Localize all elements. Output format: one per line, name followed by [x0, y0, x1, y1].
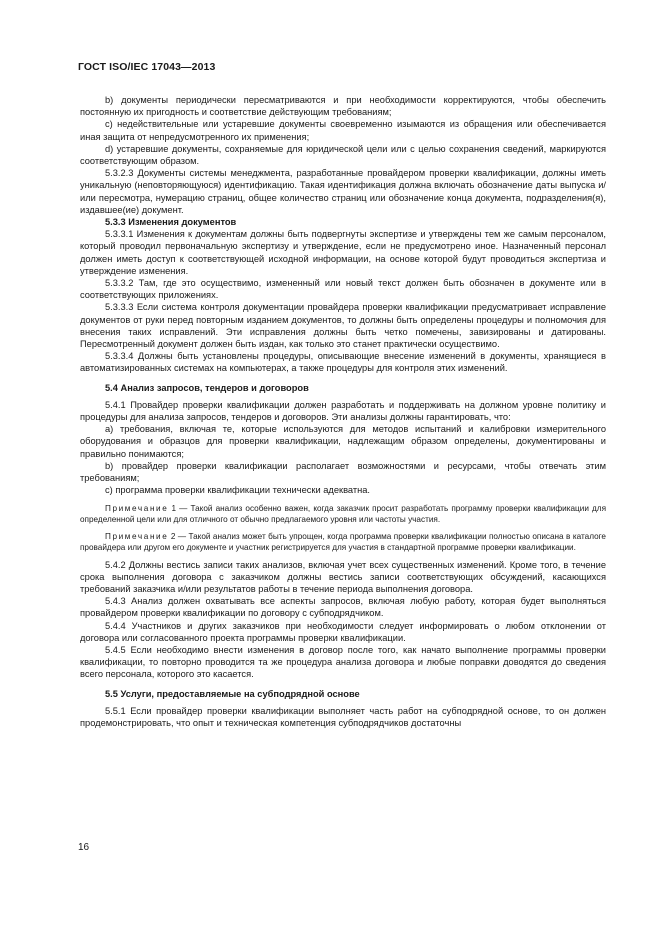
paragraph: 5.5.1 Если провайдер проверки квалификации выполняет часть работ на субподрядной основе, то он должен продемонстрировать, что опыт и техническая компетенция субподрядчиков достаточны — [80, 705, 606, 728]
paragraph: 5.4.3 Анализ должен охватывать все аспекты запросов, включая любую работу, которая будет выполняться провайдером проверки квалификации по договору с субподрядчиком. — [80, 596, 606, 619]
section-heading: 5.4 Анализ запросов, тендеров и договоров — [105, 382, 309, 393]
section-heading: 5.3.3 Изменения документов — [105, 217, 237, 228]
paragraph: d) устаревшие документы, сохраняемые для юридической цели или с целью сохранения сведений, маркируются соответствующим образом. — [80, 143, 606, 167]
note-text: 1 — Такой анализ особенно важен, когда заказчик просит разработать программу проверки квалификации для определенной цели или для отличного от обычно предлагаемого уровня или частоты участия. — [80, 503, 606, 524]
paragraph: a) требования, включая те, которые используются для методов испытаний и калибровки измерительного оборудования и образцов для проверки квалификации, надлежащим образом определены, документированы и правильно понимаются; — [80, 424, 606, 459]
paragraph: b) провайдер проверки квалификации располагает возможностями и ресурсами, чтобы отвечать этим требованиям; — [80, 460, 606, 484]
paragraph: c) недействительные или устаревшие документы своевременно изымаются из обращения или обеспечивается иная защита от непредусмотренного их применения; — [80, 119, 606, 142]
page-number: 16 — [78, 842, 90, 853]
paragraph: 5.4.2 Должны вестись записи таких анализов, включая учет всех существенных изменений. Кроме того, в течение срока выполнения договора с заказчиком должны вестись записи соответствующих обсуждений, касающихся требований заказчика и/или результатов работы в течение периода выполнения договора. — [80, 559, 606, 594]
paragraph: 5.3.3.2 Там, где это осуществимо, измененный или новый текст должен быть обозначен в документе или в соответствующих приложениях. — [80, 278, 606, 301]
paragraph: 5.3.3.3 Если система контроля документации провайдера проверки квалификации предусматривает исправление документов от руки перед повторным изданием документов, то должны быть определены процедуры и полномочия для внесения таких исправлений. Эти исправления должны быть четко помечены, завизированы и датированы. Пересмотренный документ должен быть издан, как только это станет практически осуществимо. — [80, 302, 606, 350]
paragraph: 5.4.1 Провайдер проверки квалификации должен разработать и поддерживать на должном уровне политику и процедуры для анализа запросов, тендеров и договоров. Эти анализы должны гарантировать, что: — [80, 399, 606, 423]
document-body — [80, 94, 606, 729]
section-heading: 5.5 Услуги, предоставляемые на субподрядной основе — [105, 688, 360, 699]
note — [80, 531, 606, 553]
paragraph: 5.3.2.3 Документы системы менеджмента, разработанные провайдером проверки квалификации, должны иметь уникальную (неповторяющуюся) идентификацию. Такая идентификация должна включать обозначение даты выпуска и/или пересмотра, нумерацию страниц, общее количество страниц или обозначение конца документа, подразделения(я), издавшее(ие) документ. — [80, 168, 606, 215]
paragraph: c) программа проверки квалификации технически адекватна. — [105, 485, 371, 496]
paragraph: 5.3.3.1 Изменения к документам должны быть подвергнуты экспертизе и утверждены тем же самым персоналом, который проводил первоначальную экспертизу и утверждение, если не предусмотрено иное. Назначенный персонал должен иметь доступ к соответствующей исходной информации, на основе которой будут проводиться экспертиза и утверждение изменения. — [80, 229, 606, 276]
paragraph: 5.3.3.4 Должны быть установлены процедуры, описывающие внесение изменений в документы, хранящиеся в автоматизированных системах на компьютерах, а также процедуры для контроля этих изменений. — [80, 351, 606, 374]
paragraph: 5.4.4 Участников и других заказчиков при необходимости следует информировать о любом отклонении от договора или согласованного проекта программы проверки квалификации. — [80, 620, 606, 643]
note-text: 2 — Такой анализ может быть упрощен, когда программа проверки квалификации полностью описана в каталоге провайдера или другом его документе и участник регистрируется для участия в стандартной программе проверки квалификации. — [80, 531, 606, 552]
note — [80, 503, 606, 525]
note-label: Примечание — [105, 531, 169, 541]
paragraph: b) документы периодически пересматриваются и при необходимости корректируются, чтобы обеспечить постоянную их пригодность и соответствие действующим требованиям; — [80, 95, 606, 118]
note-label: Примечание — [105, 503, 169, 513]
paragraph: 5.4.5 Если необходимо внести изменения в договор после того, как начато выполнение программы проверки квалификации, то повторно проводится та же процедура анализа договора и любые поправки доводятся до сведения всего персонала, которого это касается. — [80, 644, 606, 680]
document-header: ГОСТ ISO/IEC 17043—2013 — [78, 61, 216, 73]
